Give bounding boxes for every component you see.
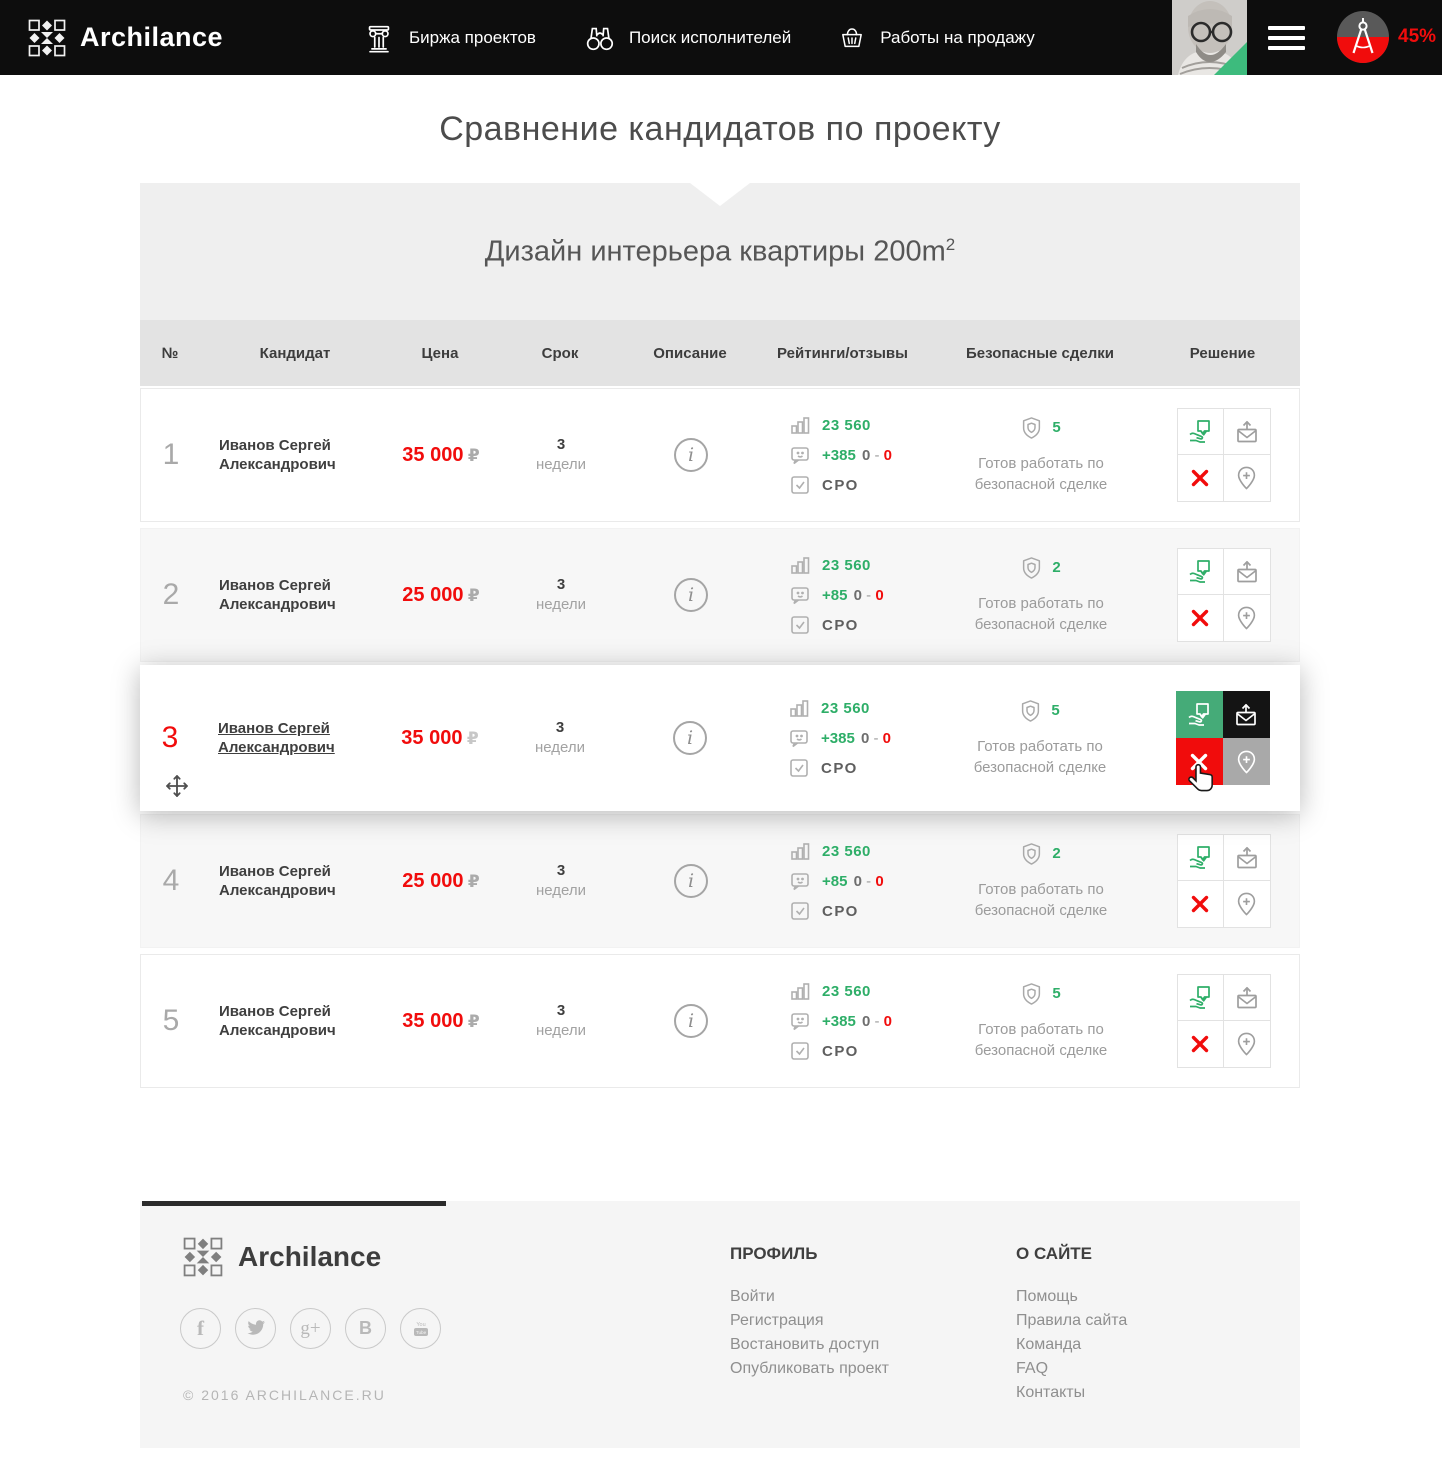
neutral-reviews: 0 xyxy=(861,1012,871,1030)
safe-deal-cell xyxy=(935,699,1145,778)
youtube-icon[interactable] xyxy=(400,1308,441,1349)
footer-link-restore-access[interactable]: Востановить доступ xyxy=(730,1336,880,1353)
main-navigation xyxy=(362,0,1035,75)
footer-column-profile xyxy=(730,1244,889,1381)
drag-move-icon[interactable] xyxy=(164,773,190,799)
candidate-name-link[interactable]: Иванов Сергей Александрович xyxy=(219,863,336,899)
term-unit: недели xyxy=(535,1022,587,1039)
checkbox-icon xyxy=(789,1040,811,1062)
social-links xyxy=(180,1308,441,1349)
positive-reviews: +85 xyxy=(822,586,848,604)
description-info-icon[interactable]: i xyxy=(674,578,708,612)
pin-plus-icon xyxy=(1234,749,1259,775)
column-header-price: Цена xyxy=(421,344,459,362)
term-value: 3 xyxy=(555,719,565,736)
archilance-footer-logo-icon xyxy=(183,1237,223,1277)
location-pin-button[interactable] xyxy=(1224,1021,1271,1068)
location-pin-button[interactable] xyxy=(1223,738,1270,785)
row-number: 3 xyxy=(161,721,179,754)
safe-deals-count: 5 xyxy=(1051,702,1060,719)
footer-link-login[interactable]: Войти xyxy=(730,1288,775,1305)
neutral-reviews: 0 xyxy=(861,446,871,464)
column-header-safe-deals: Безопасные сделки xyxy=(966,344,1114,362)
send-message-button[interactable] xyxy=(1224,548,1271,595)
footer-brand-name: Archilance xyxy=(238,1241,382,1272)
footer-link-site-rules[interactable]: Правила сайта xyxy=(1016,1312,1128,1329)
reviews-bubble-icon xyxy=(789,870,811,892)
bar-chart-icon xyxy=(789,840,811,862)
views-count: 23 560 xyxy=(822,556,871,574)
reject-x-icon xyxy=(1190,894,1210,914)
ruble-symbol: ₽ xyxy=(467,585,480,606)
views-count: 23 560 xyxy=(822,416,871,434)
copyright: © 2016 ARCHILANCE.RU xyxy=(183,1387,386,1403)
term-unit: недели xyxy=(535,596,587,613)
safe-deal-text: Готов работать по безопасной сделке xyxy=(974,454,1108,493)
profile-progress-badge[interactable] xyxy=(1337,11,1389,63)
twitter-icon[interactable] xyxy=(235,1308,276,1349)
positive-reviews: +385 xyxy=(822,1012,856,1030)
top-navigation-bar xyxy=(0,0,1442,75)
candidate-row xyxy=(140,814,1300,948)
column-header-candidate: Кандидат xyxy=(259,344,331,362)
price-value: 35 000 xyxy=(402,443,464,466)
reviews-bubble-icon xyxy=(789,444,811,466)
term-cell xyxy=(491,575,631,615)
choose-candidate-button[interactable] xyxy=(1177,834,1224,881)
send-message-button[interactable] xyxy=(1223,691,1270,738)
reject-button[interactable] xyxy=(1177,455,1224,502)
footer-column-title: ПРОФИЛЬ xyxy=(730,1244,818,1263)
choose-candidate-button[interactable] xyxy=(1176,691,1223,738)
table-header-row xyxy=(140,320,1300,386)
candidate-name-link[interactable]: Иванов Сергей Александрович xyxy=(219,577,336,613)
candidate-name-link[interactable]: Иванов Сергей Александрович xyxy=(219,437,336,473)
send-mail-icon xyxy=(1234,845,1260,871)
description-info-icon[interactable]: i xyxy=(673,721,707,755)
negative-reviews: 0 xyxy=(875,872,884,890)
price-value: 25 000 xyxy=(402,583,464,606)
shield-icon xyxy=(1021,982,1042,1006)
google-plus-icon[interactable]: g+ xyxy=(290,1308,331,1349)
column-header-ratings: Рейтинги/отзывы xyxy=(777,344,908,362)
nav-item-find-performers[interactable] xyxy=(582,21,791,55)
neutral-reviews: 0 xyxy=(860,729,870,747)
send-message-button[interactable] xyxy=(1224,834,1271,881)
candidate-name-link[interactable]: Иванов Сергей Александрович xyxy=(218,720,335,756)
decision-cell xyxy=(1146,974,1301,1068)
vk-icon[interactable]: В xyxy=(345,1308,386,1349)
candidate-row xyxy=(140,665,1300,811)
ratings-cell: 23 560 +85 0 - 0 СРО xyxy=(751,840,936,922)
binoculars-icon xyxy=(582,21,616,55)
decision-cell xyxy=(1146,834,1301,928)
price-cell xyxy=(391,444,491,467)
term-value: 3 xyxy=(556,862,566,879)
footer-link-help[interactable]: Помощь xyxy=(1016,1288,1078,1305)
safe-deal-text: Готов работать по безопасной сделке xyxy=(973,737,1107,776)
views-count: 23 560 xyxy=(821,699,870,717)
nav-label: Работы на продажу xyxy=(880,27,1035,47)
shield-icon xyxy=(1020,699,1041,723)
checkbox-icon xyxy=(788,757,810,779)
term-value: 3 xyxy=(556,436,566,453)
negative-reviews: 0 xyxy=(875,586,884,604)
column-header-term: Срок xyxy=(541,344,579,362)
nav-label: Поиск исполнителей xyxy=(628,27,792,47)
positive-reviews: +385 xyxy=(822,446,856,464)
ratings-cell: 23 560 +385 0 - 0 СРО xyxy=(751,980,936,1062)
page-title: Сравнение кандидатов по проекту xyxy=(439,109,1001,148)
negative-reviews: 0 xyxy=(883,1012,892,1030)
price-cell xyxy=(391,870,491,893)
certification-label: СРО xyxy=(822,902,859,920)
reject-button[interactable] xyxy=(1177,881,1224,928)
footer-column-about xyxy=(1016,1244,1127,1405)
reject-button[interactable] xyxy=(1177,595,1224,642)
location-pin-button[interactable] xyxy=(1224,455,1271,502)
row-number: 5 xyxy=(162,1004,180,1037)
project-band xyxy=(140,183,1300,320)
safe-deal-text: Готов работать по безопасной сделке xyxy=(974,880,1108,919)
profile-progress-value: 45% xyxy=(1398,26,1437,47)
description-info-icon[interactable]: i xyxy=(674,864,708,898)
main-content xyxy=(140,75,1300,1088)
decision-cell xyxy=(1145,691,1300,785)
shield-icon xyxy=(1021,416,1042,440)
bar-chart-icon xyxy=(789,414,811,436)
negative-reviews: 0 xyxy=(883,446,892,464)
term-unit: недели xyxy=(534,739,586,756)
row-number: 4 xyxy=(162,864,180,897)
brand-name: Archilance xyxy=(80,22,224,52)
checkbox-icon xyxy=(789,614,811,636)
reject-x-icon xyxy=(1190,468,1210,488)
choose-candidate-button[interactable] xyxy=(1177,548,1224,595)
footer-column-title: О САЙТЕ xyxy=(1016,1244,1093,1263)
location-pin-button[interactable] xyxy=(1224,595,1271,642)
mouse-cursor-pointer xyxy=(1188,763,1214,792)
decision-cell xyxy=(1146,548,1301,642)
footer-top-divider xyxy=(142,1201,446,1206)
project-title-sup: 2 xyxy=(945,235,956,254)
send-message-button[interactable] xyxy=(1224,408,1271,455)
candidate-name-link[interactable]: Иванов Сергей Александрович xyxy=(219,1003,336,1039)
candidate-row xyxy=(140,528,1300,662)
hire-hand-icon xyxy=(1187,558,1214,585)
ruble-symbol: ₽ xyxy=(467,871,480,892)
bar-chart-icon xyxy=(789,554,811,576)
reviews-bubble-icon xyxy=(789,1010,811,1032)
term-cell xyxy=(490,718,630,758)
description-info-icon[interactable]: i xyxy=(674,438,708,472)
hire-hand-icon xyxy=(1187,984,1214,1011)
send-message-button[interactable] xyxy=(1224,974,1271,1021)
term-cell xyxy=(491,435,631,475)
price-cell xyxy=(391,584,491,607)
positive-reviews: +85 xyxy=(822,872,848,890)
send-mail-icon xyxy=(1234,419,1260,445)
pin-plus-icon xyxy=(1234,891,1259,917)
term-cell xyxy=(491,861,631,901)
basket-icon xyxy=(837,23,867,53)
decision-cell xyxy=(1146,408,1301,502)
term-value: 3 xyxy=(556,576,566,593)
price-cell xyxy=(391,1010,491,1033)
ruble-symbol: ₽ xyxy=(467,445,480,466)
safe-deals-count: 2 xyxy=(1052,559,1061,576)
reviews-bubble-icon xyxy=(788,727,810,749)
column-header-decision: Решение xyxy=(1189,344,1256,362)
nav-label: Биржа проектов xyxy=(409,27,536,47)
ruble-symbol: ₽ xyxy=(466,728,479,749)
choose-candidate-button[interactable] xyxy=(1177,974,1224,1021)
nav-item-project-exchange[interactable] xyxy=(362,21,536,55)
table-body xyxy=(140,386,1300,1088)
reject-button[interactable] xyxy=(1177,1021,1224,1068)
hire-hand-icon xyxy=(1186,701,1213,728)
project-title: Дизайн интерьера квартиры $200m^2$ xyxy=(484,235,956,268)
safe-deal-cell xyxy=(936,842,1146,921)
safe-deal-text: Готов работать по безопасной сделке xyxy=(974,1020,1108,1059)
archilance-logo-icon xyxy=(28,19,66,57)
certification-label: СРО xyxy=(822,616,859,634)
neutral-reviews: 0 xyxy=(853,872,862,890)
ratings-cell: 23 560 +385 0 - 0 СРО xyxy=(750,697,935,779)
nav-item-works-for-sale[interactable] xyxy=(837,23,1035,53)
pin-plus-icon xyxy=(1234,1031,1259,1057)
svg-text:Tube: Tube xyxy=(415,1329,426,1335)
checkbox-icon xyxy=(789,474,811,496)
safe-deal-cell xyxy=(936,556,1146,635)
negative-reviews: 0 xyxy=(882,729,891,747)
views-count: 23 560 xyxy=(822,842,871,860)
candidate-row xyxy=(140,954,1300,1088)
description-info-icon[interactable]: i xyxy=(674,1004,708,1038)
footer-link-contacts[interactable]: Контакты xyxy=(1016,1384,1086,1401)
send-mail-icon xyxy=(1233,702,1259,728)
column-header-num: № xyxy=(161,344,179,362)
footer xyxy=(140,1201,1300,1448)
price-value: 35 000 xyxy=(401,726,463,749)
row-number: 1 xyxy=(162,438,180,471)
safe-deals-count: 5 xyxy=(1052,419,1061,436)
candidate-row xyxy=(140,388,1300,522)
bar-chart-icon xyxy=(788,697,810,719)
shield-icon xyxy=(1021,842,1042,866)
compass-icon xyxy=(1337,11,1389,63)
footer-brand[interactable] xyxy=(183,1237,381,1277)
safe-deals-count: 2 xyxy=(1052,845,1061,862)
neutral-reviews: 0 xyxy=(853,586,862,604)
positive-reviews: +385 xyxy=(821,729,855,747)
bar-chart-icon xyxy=(789,980,811,1002)
row-number: 2 xyxy=(162,578,180,611)
svg-text:You: You xyxy=(415,1321,426,1328)
send-mail-icon xyxy=(1234,985,1260,1011)
ratings-cell: 23 560 +385 0 - 0 СРО xyxy=(751,414,936,496)
shield-icon xyxy=(1021,556,1042,580)
ruble-symbol: ₽ xyxy=(467,1011,480,1032)
footer-link-team[interactable]: Команда xyxy=(1016,1336,1082,1353)
term-unit: недели xyxy=(535,882,587,899)
safe-deal-text: Готов работать по безопасной сделке xyxy=(974,594,1108,633)
checkbox-icon xyxy=(789,900,811,922)
safe-deals-count: 5 xyxy=(1052,985,1061,1002)
pin-plus-icon xyxy=(1234,605,1259,631)
term-unit: недели xyxy=(535,456,587,473)
user-avatar[interactable] xyxy=(1172,0,1247,75)
certification-label: СРО xyxy=(822,1042,859,1060)
term-value: 3 xyxy=(556,1002,566,1019)
avatar-photo xyxy=(1172,0,1247,75)
price-value: 25 000 xyxy=(402,869,464,892)
views-count: 23 560 xyxy=(822,982,871,1000)
footer-link-faq[interactable]: FAQ xyxy=(1016,1360,1049,1377)
footer-link-publish-project[interactable]: Опубликовать проект xyxy=(730,1360,889,1377)
facebook-icon[interactable]: f xyxy=(180,1308,221,1349)
reject-x-icon xyxy=(1190,1034,1210,1054)
certification-label: СРО xyxy=(822,476,859,494)
pin-plus-icon xyxy=(1234,465,1259,491)
choose-candidate-button[interactable] xyxy=(1177,408,1224,455)
term-cell xyxy=(491,1001,631,1041)
column-icon xyxy=(362,21,396,55)
safe-deal-cell xyxy=(936,416,1146,495)
location-pin-button[interactable] xyxy=(1224,881,1271,928)
hire-hand-icon xyxy=(1187,844,1214,871)
brand-logo[interactable] xyxy=(28,0,223,75)
send-mail-icon xyxy=(1234,559,1260,585)
hamburger-menu-icon[interactable] xyxy=(1268,26,1305,50)
certification-label: СРО xyxy=(821,759,858,777)
footer-link-registration[interactable]: Регистрация xyxy=(730,1312,824,1329)
safe-deal-cell xyxy=(936,982,1146,1061)
price-cell xyxy=(390,727,490,750)
ratings-cell: 23 560 +85 0 - 0 СРО xyxy=(751,554,936,636)
reject-x-icon xyxy=(1190,608,1210,628)
hire-hand-icon xyxy=(1187,418,1214,445)
price-value: 35 000 xyxy=(402,1009,464,1032)
column-header-description: Описание xyxy=(653,344,727,362)
reviews-bubble-icon xyxy=(789,584,811,606)
